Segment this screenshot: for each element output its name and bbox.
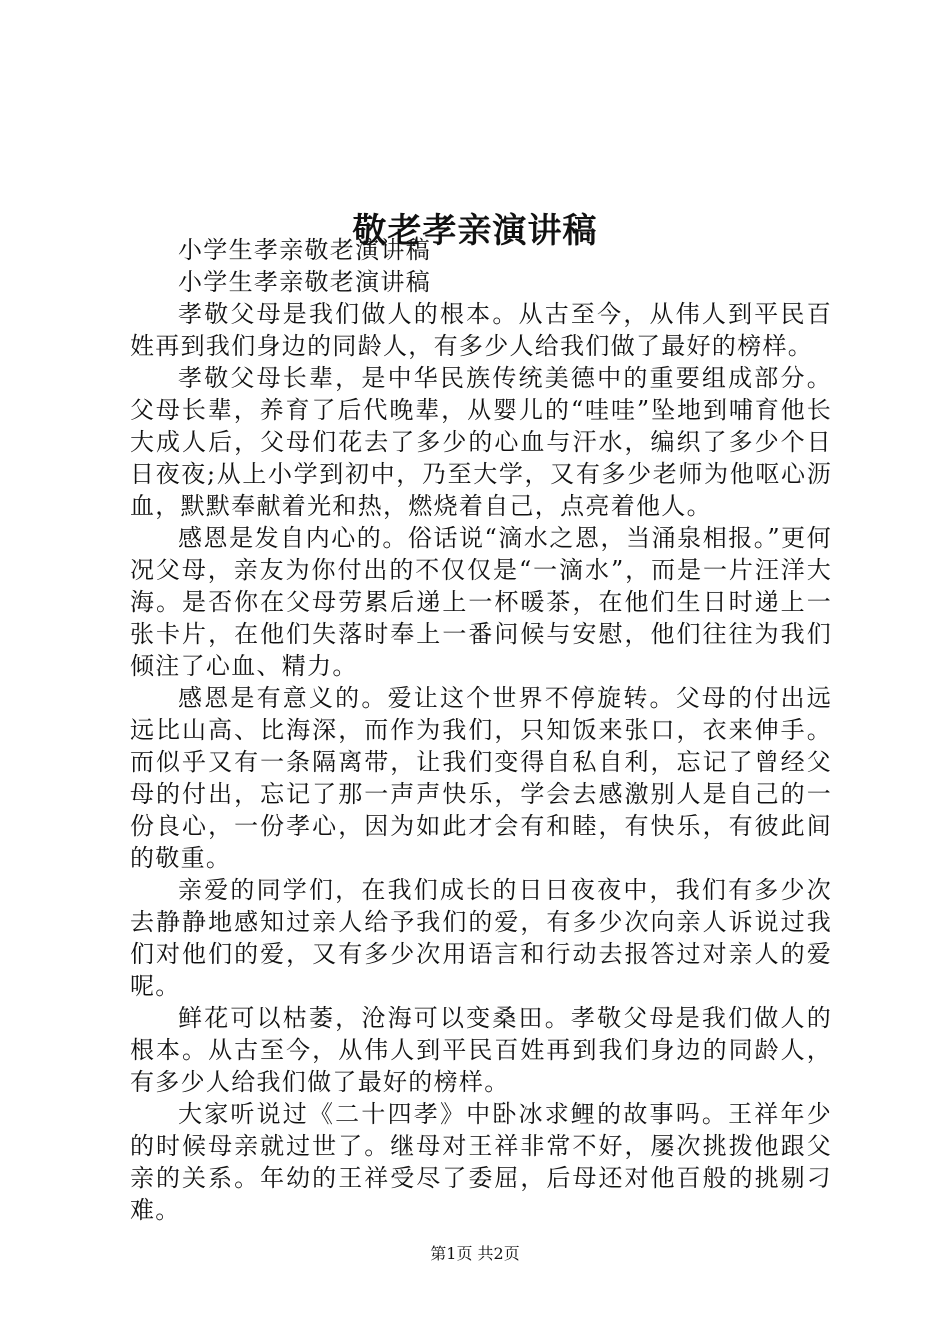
paragraph: 大家听说过《二十四孝》中卧冰求鲤的故事吗。王祥年少的时候母亲就过世了。继母对王祥非常不好，屡次挑拨他跟父亲的关系。年幼的王祥受尽了委屈，后母还对他百般的挑剔刁难。 (130, 1100, 832, 1224)
paragraph: 亲爱的同学们，在我们成长的日日夜夜中，我们有多少次去静静地感知过亲人给予我们的爱，有多少次向亲人诉说过我们对他们的爱，又有多少次用语言和行动去报答过对亲人的爱呢。 (130, 876, 832, 1000)
paragraph: 感恩是有意义的。爱让这个世界不停旋转。父母的付出远远比山高、比海深，而作为我们，只知饭来张口，衣来伸手。而似乎又有一条隔离带，让我们变得自私自利，忘记了曾经父母的付出，忘记了那一声声快乐，学会去感激别人是自己的一份良心，一份孝心，因为如此才会有和睦，有快乐，有彼此间的敬重。 (130, 684, 832, 872)
page-footer: 第1页 共2页 (430, 1244, 520, 1263)
paragraph-subtitle-2: 小学生孝亲敬老演讲稿 (178, 268, 431, 296)
document-body (130, 234, 832, 1226)
document-title: 敬老孝亲演讲稿 (352, 210, 598, 251)
paragraph: 孝敬父母长辈，是中华民族传统美德中的重要组成部分。父母长辈，养育了后代晚辈，从婴儿的“哇哇”坠地到哺育他长大成人后，父母们花去了多少的心血与汗水，编织了多少个日日夜夜;从上小学到初中，乃至大学，又有多少老师为他呕心沥血，默默奉献着光和热，燃烧着自己，点亮着他人。 (130, 364, 832, 520)
paragraph: 感恩是发自内心的。俗话说“滴水之恩，当涌泉相报。”更何况父母，亲友为你付出的不仅仅是“一滴水”，而是一片汪洋大海。是否你在父母劳累后递上一杯暖茶，在他们生日时递上一张卡片，在他们失落时奉上一番问候与安慰，他们往往为我们倾注了心血、精力。 (130, 524, 832, 680)
paragraph: 鲜花可以枯萎，沧海可以变桑田。孝敬父母是我们做人的根本。从古至今，从伟人到平民百姓再到我们身边的同龄人，有多少人给我们做了最好的榜样。 (130, 1004, 832, 1096)
paragraph: 孝敬父母是我们做人的根本。从古至今，从伟人到平民百姓再到我们身边的同龄人，有多少人给我们做了最好的榜样。 (130, 300, 832, 360)
paragraph-subtitle-1: 小学生孝亲敬老演讲稿 (178, 236, 431, 264)
